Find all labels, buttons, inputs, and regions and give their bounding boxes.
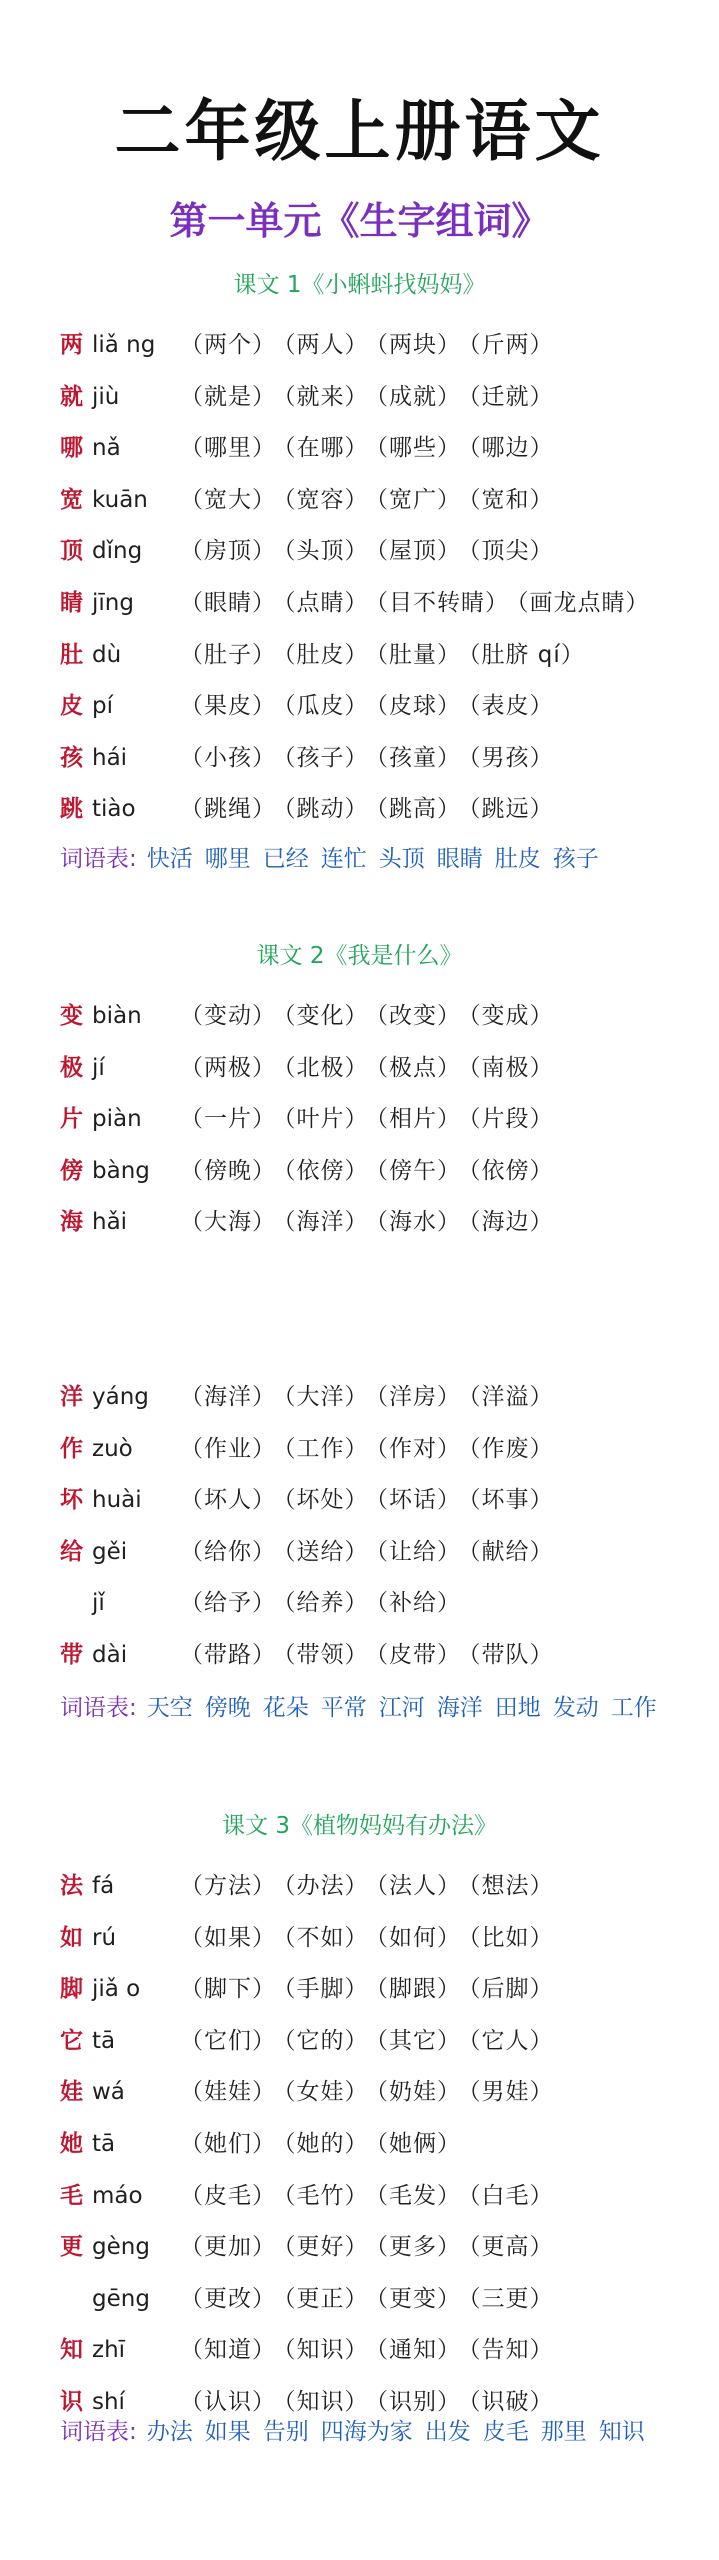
word: （更变）	[376, 2285, 461, 2312]
word: （海边）	[469, 1209, 554, 1236]
word: （坏事）	[469, 1487, 554, 1514]
word: （孩子）	[284, 744, 369, 771]
word: （在哪）	[284, 435, 369, 462]
word: （洋溢）	[469, 1384, 554, 1410]
word: （肚脐 qí）	[469, 641, 585, 668]
pinyin: shí	[92, 2389, 125, 2415]
word: （如何）	[376, 1924, 461, 1951]
lesson-title: 课文 1《小蝌蚪找妈妈》	[233, 272, 486, 298]
pinyin: gēng	[92, 2285, 150, 2312]
vocabulary-word: 哪里	[204, 846, 251, 872]
word: （宽广）	[376, 486, 461, 513]
word: （毛竹）	[284, 2182, 369, 2209]
pinyin: dǐng	[92, 538, 143, 565]
pinyin: fá	[92, 1873, 115, 1899]
word: （头顶）	[284, 538, 369, 565]
word: （跳绳）	[180, 796, 276, 823]
word: （给予）	[180, 1590, 276, 1617]
vocabulary-word: 孩子	[552, 846, 599, 872]
word: （毛发）	[376, 2182, 461, 2209]
vocabulary-word: 海洋	[436, 1695, 483, 1721]
word: （叶片）	[284, 1106, 369, 1133]
main-title: 二年级上册语文	[114, 93, 605, 170]
word-group	[180, 1925, 562, 1951]
word: （变动）	[180, 1003, 276, 1029]
word: （更多）	[376, 2234, 461, 2261]
pinyin: jiǎ o	[92, 1976, 141, 2003]
vocabulary-list	[60, 2414, 657, 2450]
vocabulary-word: 已经	[262, 846, 309, 872]
pinyin: jǐ	[92, 1590, 105, 1617]
word: （手脚）	[284, 1976, 369, 2003]
word: （两极）	[180, 1054, 276, 1081]
word: （两人）	[284, 332, 369, 358]
word-group	[180, 590, 658, 616]
pinyin: máo	[92, 2182, 143, 2209]
pinyin: pí	[92, 693, 113, 720]
word: （女娃）	[284, 2079, 369, 2106]
word: （它的）	[284, 2027, 369, 2054]
word: （更正）	[284, 2285, 369, 2312]
pinyin: kuān	[92, 486, 148, 513]
character: 变	[60, 1003, 83, 1029]
pinyin: huài	[92, 1487, 142, 1514]
character: 跳	[60, 796, 83, 823]
vocabulary-word: 田地	[494, 1695, 541, 1721]
pinyin: tā	[92, 2027, 116, 2054]
vocabulary-word: 皮毛	[482, 2419, 529, 2445]
word: （眼睛）	[180, 590, 276, 616]
vocabulary-word: 如果	[204, 2419, 251, 2445]
char-row	[60, 740, 562, 776]
word: （后脚）	[469, 1976, 554, 2003]
char-row	[60, 1050, 562, 1086]
lesson-title: 课文 3《植物妈妈有办法》	[222, 1813, 497, 1839]
word-group	[180, 487, 562, 513]
word: （依傍）	[469, 1157, 554, 1184]
word: （哪边）	[469, 435, 554, 462]
character: 哪	[60, 435, 83, 462]
character: 肚	[60, 641, 83, 668]
word-group	[180, 1873, 562, 1899]
word-group	[180, 538, 562, 564]
pinyin: bàng	[92, 1157, 150, 1184]
word: （她们）	[180, 2131, 276, 2157]
character: 睛	[60, 590, 83, 616]
word: （两个）	[180, 332, 276, 358]
word: （变化）	[284, 1003, 369, 1029]
char-row	[60, 1101, 562, 1137]
vocabulary-word: 天空	[146, 1695, 193, 1721]
char-row	[60, 637, 593, 673]
word: （献给）	[469, 1538, 554, 1565]
word: （海水）	[376, 1209, 461, 1236]
vocabulary-list	[60, 1690, 669, 1726]
pinyin: tiào	[92, 796, 136, 823]
char-row	[60, 1637, 562, 1673]
char-row	[60, 1585, 469, 1621]
word: （让给）	[376, 1538, 461, 1565]
word: （皮带）	[376, 1642, 461, 1668]
word: （办法）	[284, 1873, 369, 1899]
word: （宽容）	[284, 486, 369, 513]
character: 更	[60, 2234, 83, 2261]
word-group	[180, 1539, 562, 1565]
word-group	[180, 745, 562, 771]
vocabulary-word: 傍晚	[204, 1695, 251, 1721]
pinyin: jīng	[92, 590, 134, 616]
word-group	[180, 1158, 562, 1184]
word: （男娃）	[469, 2079, 554, 2106]
unit-title: 第一单元《生字组词》	[169, 199, 550, 243]
word: （表皮）	[469, 693, 554, 720]
word: （不如）	[284, 1924, 369, 1951]
char-row	[60, 1379, 562, 1415]
char-row	[60, 688, 562, 724]
word: （知道）	[180, 2337, 276, 2364]
word: （她的）	[284, 2131, 369, 2157]
word-group	[180, 1384, 562, 1410]
char-row	[60, 791, 562, 827]
word: （送给）	[284, 1538, 369, 1565]
char-row	[60, 1534, 562, 1570]
word: （跳远）	[469, 796, 554, 823]
vocabulary-word: 连忙	[320, 846, 367, 872]
pinyin: nǎ	[92, 435, 121, 462]
char-row	[60, 2023, 562, 2059]
pinyin: tā	[92, 2131, 116, 2157]
word: （其它）	[376, 2027, 461, 2054]
pinyin: hǎi	[92, 1209, 128, 1236]
vocabulary-word: 知识	[598, 2419, 645, 2445]
word: （作业）	[180, 1435, 276, 1462]
word-group	[180, 2234, 562, 2260]
character: 法	[60, 1873, 83, 1899]
word-group	[180, 2028, 562, 2054]
word-group	[180, 1642, 562, 1668]
word: （成就）	[376, 383, 461, 410]
character: 作	[60, 1435, 83, 1462]
word: （带领）	[284, 1642, 369, 1668]
character: 坏	[60, 1487, 83, 1514]
word: （坏话）	[376, 1487, 461, 1514]
character: 如	[60, 1924, 83, 1951]
word: （点睛）	[284, 590, 369, 616]
vocabulary-word: 告别	[262, 2419, 309, 2445]
word: （改变）	[376, 1003, 461, 1029]
char-row	[60, 1971, 562, 2007]
word: （给养）	[284, 1590, 369, 1617]
word: （坏处）	[284, 1487, 369, 1514]
char-row	[60, 533, 562, 569]
character: 知	[60, 2337, 83, 2364]
word: （皮球）	[376, 693, 461, 720]
word: （瓜皮）	[284, 693, 369, 720]
word: （房顶）	[180, 538, 276, 565]
word: （男孩）	[469, 744, 554, 771]
word: （画龙点睛）	[517, 590, 650, 616]
character: 就	[60, 383, 83, 410]
word: （肚皮）	[284, 641, 369, 668]
character: 它	[60, 2027, 83, 2054]
word: （迁就）	[469, 383, 554, 410]
char-row	[60, 327, 562, 363]
word: （果皮）	[180, 693, 276, 720]
word: （大海）	[180, 1209, 276, 1236]
char-row	[60, 1920, 562, 1956]
word: （屋顶）	[376, 538, 461, 565]
word: （识别）	[376, 2389, 461, 2415]
word: （识破）	[469, 2389, 554, 2415]
char-row	[60, 2281, 562, 2317]
word: （更加）	[180, 2234, 276, 2261]
character: 她	[60, 2131, 83, 2157]
pinyin: dài	[92, 1642, 128, 1668]
word-group	[180, 1003, 562, 1029]
word: （极点）	[376, 1054, 461, 1081]
pinyin: yáng	[92, 1384, 149, 1410]
char-row	[60, 2332, 562, 2368]
character: 极	[60, 1054, 83, 1081]
word: （知识）	[284, 2389, 369, 2415]
character: 片	[60, 1106, 83, 1133]
word: （白毛）	[469, 2182, 554, 2209]
pinyin: gèng	[92, 2234, 150, 2261]
char-row	[60, 1153, 562, 1189]
vocabulary-word: 眼睛	[436, 846, 483, 872]
vocabulary-word: 那里	[540, 2419, 587, 2445]
pinyin: rú	[92, 1924, 117, 1951]
word: （认识）	[180, 2389, 276, 2415]
word: （就是）	[180, 383, 276, 410]
pinyin: zhī	[92, 2337, 126, 2364]
word: （宽和）	[469, 486, 554, 513]
char-row	[60, 2126, 469, 2162]
character: 孩	[60, 744, 83, 771]
word: （顶尖）	[469, 538, 554, 565]
word: （目不转睛）	[376, 590, 509, 616]
lesson-title: 课文 2《我是什么》	[256, 943, 463, 969]
word-group	[180, 2286, 562, 2312]
word: （想法）	[469, 1873, 554, 1899]
vocabulary-word: 工作	[610, 1695, 657, 1721]
word: （孩童）	[376, 744, 461, 771]
character: 毛	[60, 2182, 83, 2209]
word-group	[180, 2131, 469, 2157]
pinyin: dù	[92, 641, 122, 668]
vocabulary-label: 词语表:	[60, 846, 137, 872]
vocabulary-word: 出发	[424, 2419, 471, 2445]
character: 识	[60, 2389, 83, 2415]
word: （跳动）	[284, 796, 369, 823]
word: （小孩）	[180, 744, 276, 771]
pinyin: liǎ ng	[92, 332, 156, 358]
word: （工作）	[284, 1435, 369, 1462]
word: （傍晚）	[180, 1157, 276, 1184]
word: （方法）	[180, 1873, 276, 1899]
word: （坏人）	[180, 1487, 276, 1514]
vocabulary-word: 花朵	[262, 1695, 309, 1721]
char-row	[60, 2178, 562, 2214]
char-row	[60, 2074, 562, 2110]
pinyin: wá	[92, 2079, 125, 2106]
vocabulary-word: 江河	[378, 1695, 425, 1721]
word-group	[180, 1436, 562, 1462]
word: （带路）	[180, 1642, 276, 1668]
word: （它人）	[469, 2027, 554, 2054]
character: 带	[60, 1642, 83, 1668]
pinyin: piàn	[92, 1106, 142, 1133]
word: （带队）	[469, 1642, 554, 1668]
word-group	[180, 384, 562, 410]
vocabulary-word: 发动	[552, 1695, 599, 1721]
pinyin: biàn	[92, 1003, 142, 1029]
word: （三更）	[469, 2285, 554, 2312]
vocabulary-words	[147, 846, 611, 872]
character: 两	[60, 332, 83, 358]
word-group	[180, 1976, 562, 2002]
vocabulary-word: 快活	[146, 846, 193, 872]
char-row	[60, 998, 562, 1034]
word: （作对）	[376, 1435, 461, 1462]
vocabulary-word: 平常	[320, 1695, 367, 1721]
character: 洋	[60, 1384, 83, 1410]
vocabulary-word: 头顶	[378, 846, 425, 872]
vocabulary-words	[147, 1695, 669, 1721]
vocabulary-list	[60, 841, 611, 877]
word: （如果）	[180, 1924, 276, 1951]
character: 傍	[60, 1157, 83, 1184]
word: （脚跟）	[376, 1976, 461, 2003]
pinyin: jiù	[92, 383, 120, 410]
word: （脚下）	[180, 1976, 276, 2003]
word: （哪里）	[180, 435, 276, 462]
vocabulary-label: 词语表:	[60, 1695, 137, 1721]
word: （两块）	[376, 332, 461, 358]
word: （她俩）	[376, 2131, 461, 2157]
char-row	[60, 1482, 562, 1518]
word: （肚量）	[376, 641, 461, 668]
word-group	[180, 1055, 562, 1081]
word: （比如）	[469, 1924, 554, 1951]
word: （大洋）	[284, 1384, 369, 1410]
word-group	[180, 1590, 469, 1616]
vocabulary-word: 办法	[146, 2419, 193, 2445]
word: （相片）	[376, 1106, 461, 1133]
word: （补给）	[376, 1590, 461, 1617]
character: 皮	[60, 693, 83, 720]
character: 海	[60, 1209, 83, 1236]
word: （通知）	[376, 2337, 461, 2364]
word: （它们）	[180, 2027, 276, 2054]
char-row	[60, 2229, 562, 2265]
word: （法人）	[376, 1873, 461, 1899]
word: （变成）	[469, 1003, 554, 1029]
word: （傍午）	[376, 1157, 461, 1184]
word: （就来）	[284, 383, 369, 410]
word: （海洋）	[284, 1209, 369, 1236]
word-group	[180, 2337, 562, 2363]
word-group	[180, 1209, 562, 1235]
pinyin: zuò	[92, 1435, 133, 1462]
char-row	[60, 1431, 562, 1467]
vocabulary-label: 词语表:	[60, 2419, 137, 2445]
word: （娃娃）	[180, 2079, 276, 2106]
character: 宽	[60, 486, 83, 513]
word-group	[180, 2079, 562, 2105]
word: （给你）	[180, 1538, 276, 1565]
word: （奶娃）	[376, 2079, 461, 2106]
word-group	[180, 2183, 562, 2209]
char-row	[60, 430, 562, 466]
word-group	[180, 2389, 562, 2415]
char-row	[60, 1204, 562, 1240]
character: 娃	[60, 2079, 83, 2106]
word: （更改）	[180, 2285, 276, 2312]
word-group	[180, 435, 562, 461]
word: （知识）	[284, 2337, 369, 2364]
word: （洋房）	[376, 1384, 461, 1410]
word: （告知）	[469, 2337, 554, 2364]
character: 脚	[60, 1976, 83, 2003]
word-group	[180, 1106, 562, 1132]
word: （斤两）	[469, 332, 554, 358]
char-row	[60, 585, 658, 621]
vocabulary-word: 四海为家	[320, 2419, 413, 2445]
pinyin: jí	[92, 1054, 105, 1081]
word: （北极）	[284, 1054, 369, 1081]
character: 顶	[60, 538, 83, 565]
word: （一片）	[180, 1106, 276, 1133]
word-group	[180, 693, 562, 719]
word-group	[180, 642, 593, 668]
character: 给	[60, 1538, 83, 1565]
vocabulary-words	[147, 2419, 657, 2445]
pinyin: gěi	[92, 1538, 128, 1565]
char-row	[60, 1868, 562, 1904]
word: （海洋）	[180, 1384, 276, 1410]
word: （宽大）	[180, 486, 276, 513]
word: （皮毛）	[180, 2182, 276, 2209]
word: （跳高）	[376, 796, 461, 823]
word: （南极）	[469, 1054, 554, 1081]
word: （哪些）	[376, 435, 461, 462]
word: （更好）	[284, 2234, 369, 2261]
vocabulary-word: 肚皮	[494, 846, 541, 872]
word: （肚子）	[180, 641, 276, 668]
word-group	[180, 332, 562, 358]
word: （片段）	[469, 1106, 554, 1133]
word: （作废）	[469, 1435, 554, 1462]
word-group	[180, 1487, 562, 1513]
char-row	[60, 379, 562, 415]
word-group	[180, 796, 562, 822]
word: （更高）	[469, 2234, 554, 2261]
char-row	[60, 482, 562, 518]
word: （依傍）	[284, 1157, 369, 1184]
pinyin: hái	[92, 744, 128, 771]
